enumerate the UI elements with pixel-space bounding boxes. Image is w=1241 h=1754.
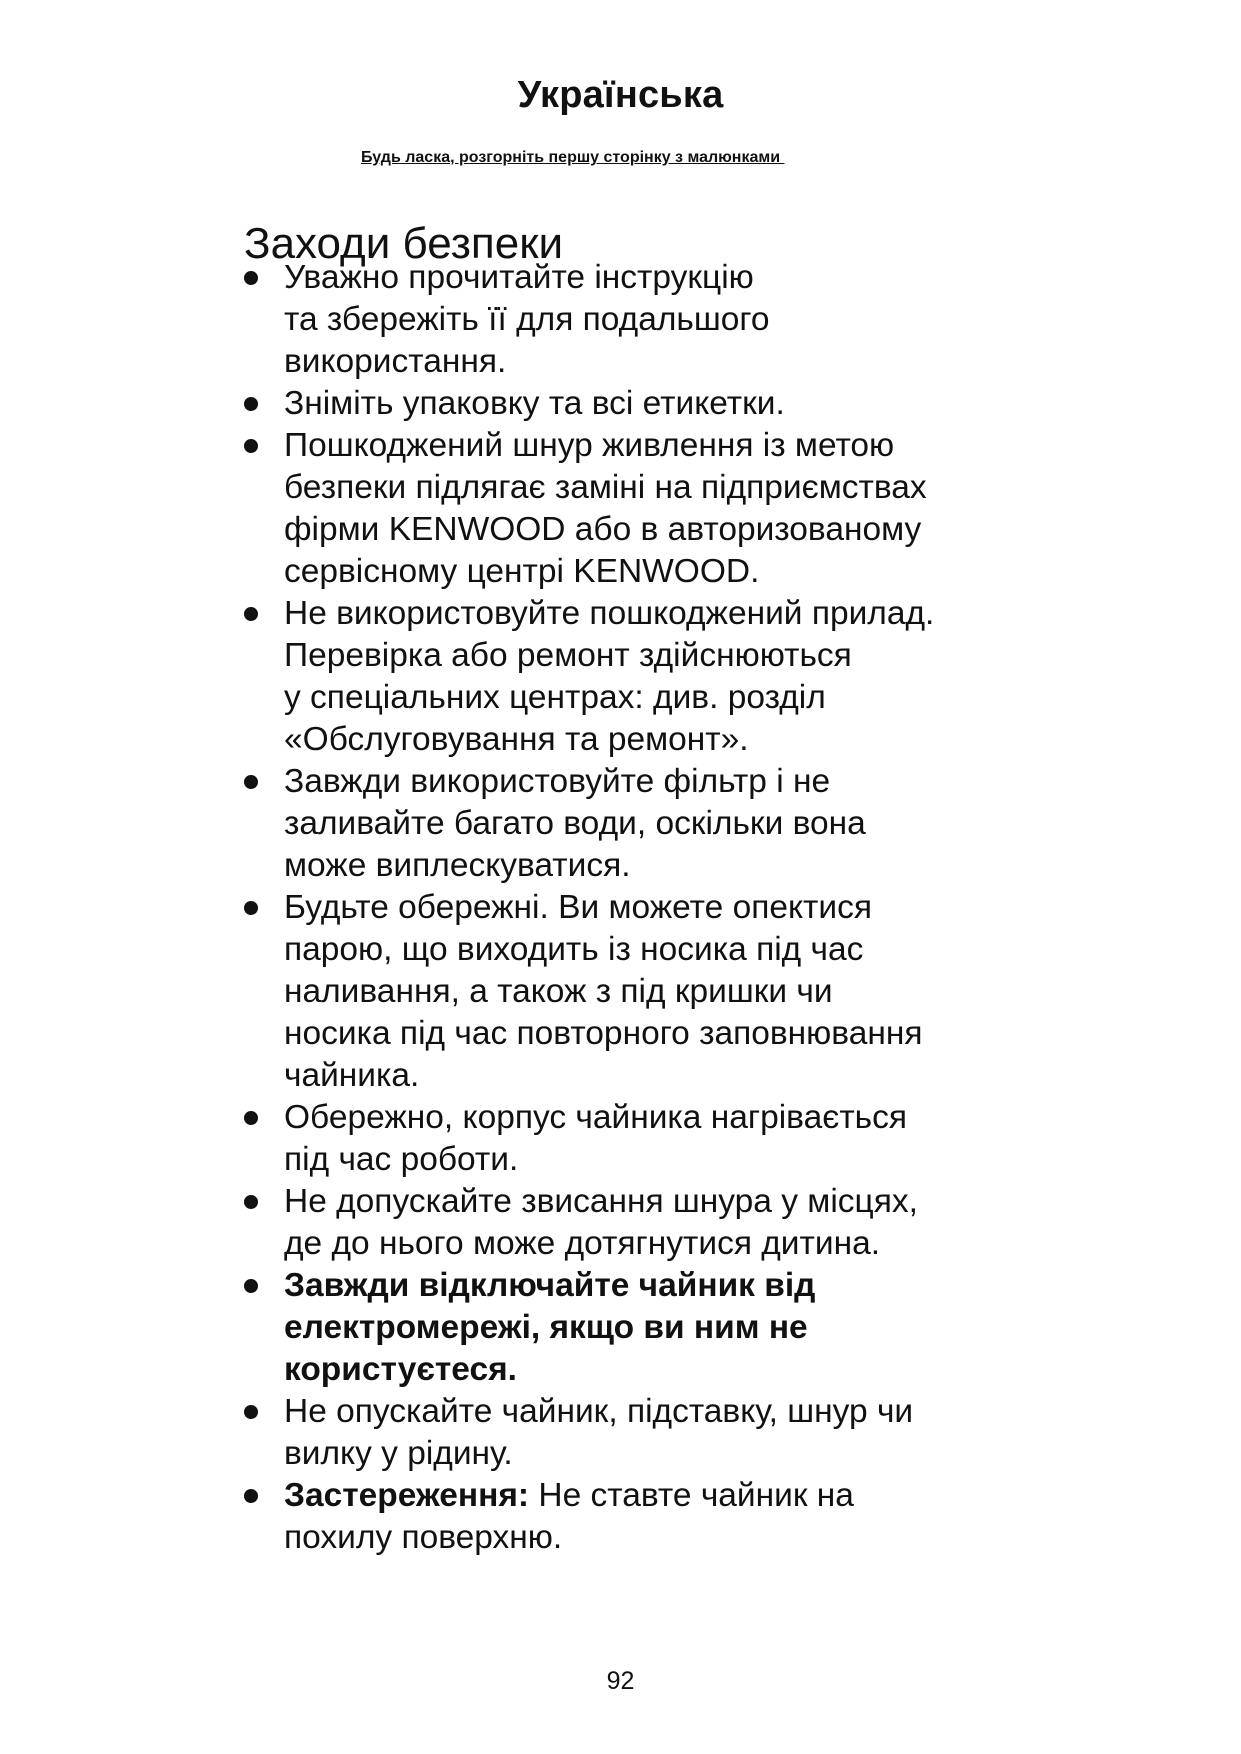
bullet-icon [244, 439, 258, 453]
safety-item [240, 1391, 1020, 1475]
safety-item-text [284, 1181, 1020, 1265]
safety-item-body: Будьте обережні. Ви можете опектися парою, що виходить із носика під час наливання, а також з під кришки чи носика під час повторного заповнювання чайника. [284, 889, 923, 1094]
safety-item [240, 257, 1020, 383]
safety-item-text [284, 1265, 1020, 1391]
safety-item-body: Не використовуйте пошкоджений прилад. Перевірка або ремонт здійснюються у спеціальних центрах: див. розділ «Обслуговування та ремонт». [284, 595, 935, 758]
bullet-icon [244, 1195, 258, 1209]
safety-item [240, 593, 1020, 761]
safety-item-body: Не допускайте звисання шнура у місцях, де до нього може дотягнутися дитина. [284, 1183, 918, 1262]
bullet-icon [244, 607, 258, 621]
safety-item-emphasis: Застереження: [284, 1477, 530, 1514]
safety-item-body: Обережно, корпус чайника нагрівається під час роботи. [284, 1099, 908, 1178]
safety-list [240, 257, 1020, 1559]
unfold-figures-note: Будь ласка, розгорніть першу сторінку з малюнками [361, 149, 785, 166]
safety-item [240, 887, 1020, 1097]
safety-item-body: Не опускайте чайник, підставку, шнур чи вилку у рідину. [284, 1393, 914, 1472]
language-title: Українська [517, 74, 724, 116]
safety-item [240, 761, 1020, 887]
bullet-icon [244, 901, 258, 915]
safety-item-body: Завжди використовуйте фільтр і не заливайте багато води, оскільки вона може виплескуватися. [284, 763, 866, 884]
bullet-icon [244, 1489, 258, 1503]
safety-item [240, 383, 1020, 425]
section-title: Заходи безпеки [244, 219, 564, 269]
safety-item-text [284, 425, 1020, 593]
safety-item [240, 1097, 1020, 1181]
safety-item [240, 425, 1020, 593]
safety-item [240, 1475, 1020, 1559]
safety-item-text [284, 887, 1020, 1097]
safety-item [240, 1181, 1020, 1265]
safety-item-body: Не ставте чайник на похилу поверхню. [284, 1477, 854, 1556]
safety-item-text [284, 761, 1020, 887]
bullet-icon [244, 1405, 258, 1419]
safety-item-text [284, 1097, 1020, 1181]
safety-item-body: Уважно прочитайте інструкцію та збережіть її для подальшого використання. [284, 259, 770, 380]
bullet-icon [244, 1279, 258, 1293]
safety-item-emphasis: Завжди відключайте чайник від електромережі, якщо ви ним не користуєтеся. [284, 1267, 816, 1388]
safety-item-text [284, 593, 1020, 761]
bullet-icon [244, 397, 258, 411]
bullet-icon [244, 775, 258, 789]
safety-item-body: Пошкоджений шнур живлення із метою безпеки підлягає заміні на підприємствах фірми KENWOOD або в авторизованому сервісному центрі KENWOOD. [284, 427, 927, 590]
safety-item-body: Зніміть упаковку та всі етикетки. [284, 385, 785, 422]
safety-item-text [284, 257, 1020, 383]
safety-item-text [284, 383, 1020, 425]
safety-item-text [284, 1391, 1020, 1475]
safety-item-text [284, 1475, 1020, 1559]
safety-item [240, 1265, 1020, 1391]
bullet-icon [244, 1111, 258, 1125]
bullet-icon [244, 271, 258, 285]
page-number: 92 [606, 1667, 635, 1695]
